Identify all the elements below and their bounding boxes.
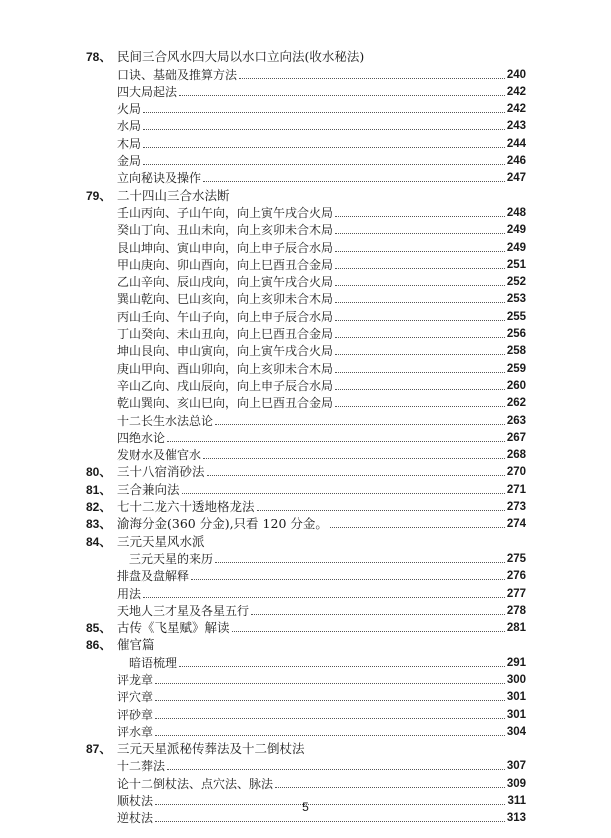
page-ref: 259 [506,362,526,375]
section-title: 渝海分金(360 分金),只看 120 分金。 [117,516,328,532]
toc-section [86,739,526,756]
entry-title: 四绝水论 [117,430,166,445]
section-number: 81、 [86,482,112,497]
dot-leader [335,406,505,407]
toc-entry [86,220,526,237]
toc-entry [86,652,526,669]
section-title: 三元天星派秘传葬法及十二倒杖法 [117,741,305,757]
dot-leader [232,631,505,632]
page-ref: 271 [506,483,526,496]
section-number: 78、 [86,50,112,65]
entry-title: 巽山乾向、巳山亥向，向上亥卯未合木局 [117,292,334,307]
entry-title: 火局 [117,102,142,117]
page-ref: 311 [507,795,526,808]
toc-entry [86,237,526,254]
page-ref: 277 [506,587,526,600]
dot-leader [215,562,505,563]
toc-entry [86,583,526,600]
toc-section [86,635,526,652]
toc-entry [86,704,526,721]
dot-leader [143,597,505,598]
toc-section [86,479,526,496]
dot-leader [239,78,505,79]
section-number: 82、 [86,500,112,515]
section-number: 83、 [86,517,112,532]
dot-leader [335,389,505,390]
section-number: 79、 [86,188,112,203]
toc-entry [86,82,526,99]
toc-entry [86,393,526,410]
entry-title: 立向秘诀及操作 [117,171,202,186]
dot-leader [143,112,505,113]
page-ref: 267 [506,431,526,444]
page-ref: 300 [506,673,526,686]
entry-title: 口诀、基础及推算方法 [117,67,238,82]
page-ref: 248 [506,206,526,219]
entry-title: 癸山丁向、丑山未向，向上亥卯未合木局 [117,223,334,238]
page-ref: 268 [506,449,526,462]
page-ref: 263 [506,414,526,427]
page-ref: 260 [506,379,526,392]
dot-leader [215,424,505,425]
entry-title: 四大局起法 [117,84,178,99]
toc-section [86,514,526,531]
dot-leader [335,320,505,321]
dot-leader [335,372,505,373]
dot-leader [335,302,505,303]
page-ref: 270 [506,466,526,479]
entry-title: 庚山甲向、酉山卯向，向上亥卯未合木局 [117,361,334,376]
entry-title: 辛山乙向、戌山辰向，向上申子辰合水局 [117,378,334,393]
dot-leader [207,475,505,476]
section-title: 三合兼向法 [117,481,180,497]
toc-entry [86,341,526,358]
dot-leader [275,787,505,788]
toc-entry [86,116,526,133]
entry-title: 十二葬法 [117,759,166,774]
section-title: 七十二龙六十透地格龙法 [117,499,255,515]
page-ref: 246 [506,155,526,168]
section-title: 催官篇 [117,637,155,653]
toc-section [86,185,526,202]
toc-entry [86,601,526,618]
dot-leader [155,683,505,684]
toc-entry [86,168,526,185]
dot-leader [335,251,505,252]
entry-title: 水局 [117,119,142,134]
toc-entry [86,756,526,773]
page-ref: 256 [506,328,526,341]
dot-leader [182,493,505,494]
page-ref: 313 [506,812,526,825]
entry-title: 排盘及盘解释 [117,569,190,584]
page-ref: 255 [506,310,526,323]
section-number: 87、 [86,742,112,757]
toc-entry [86,358,526,375]
toc-section [86,618,526,635]
toc-entry [86,324,526,341]
section-number: 86、 [86,638,112,653]
dot-leader [335,285,505,286]
dot-leader [155,700,505,701]
dot-leader [167,769,505,770]
entry-title: 论十二倒杖法、点穴法、脉法 [117,776,274,791]
toc-entry [86,255,526,272]
dot-leader [155,735,505,736]
page-ref: 242 [506,103,526,116]
entry-title: 评龙章 [117,672,154,687]
page-number: 5 [302,800,309,814]
page-ref: 262 [506,397,526,410]
page-ref: 273 [506,501,526,514]
toc-entry [86,722,526,739]
dot-leader [155,718,505,719]
page-ref: 281 [506,622,526,635]
entry-title: 金局 [117,154,142,169]
page-ref: 242 [506,85,526,98]
page-ref: 307 [506,760,526,773]
toc-section [86,531,526,548]
entry-title: 木局 [117,136,142,151]
dot-leader [251,614,505,615]
dot-leader [335,354,505,355]
entry-title: 艮山坤向、寅山申向，向上申子辰合水局 [117,240,334,255]
entry-title: 丙山壬向、午山子向，向上申子辰合水局 [117,309,334,324]
dot-leader [203,458,505,459]
dot-leader [335,233,505,234]
entry-title: 丁山癸向、未山丑向，向上巳酉丑合金局 [117,327,334,342]
section-title: 三元天星风水派 [117,533,205,549]
page-ref: 309 [506,777,526,790]
page-ref: 251 [506,258,526,271]
section-title: 二十四山三合水法断 [117,187,230,203]
toc-entry [86,410,526,427]
toc-entry [86,376,526,393]
dot-leader [203,181,505,182]
entry-title: 乙山辛向、辰山戌向，向上寅午戌合火局 [117,275,334,290]
dot-leader [155,821,505,822]
entry-title: 坤山艮向、申山寅向，向上寅午戌合火局 [117,344,334,359]
dot-leader [143,164,505,165]
page-ref: 278 [506,604,526,617]
toc-entry [86,445,526,462]
page-ref: 240 [506,68,526,81]
page-ref: 301 [506,708,526,721]
section-number: 84、 [86,534,112,549]
toc-entry [86,151,526,168]
page-ref: 252 [506,276,526,289]
toc-entry [86,306,526,323]
table-of-contents [86,47,526,825]
section-title: 古传《飞星赋》解读 [117,620,230,636]
dot-leader [191,579,505,580]
toc-section [86,462,526,479]
dot-leader [179,95,505,96]
toc-entry [86,272,526,289]
toc-entry [86,203,526,220]
toc-entry [86,99,526,116]
section-title: 民间三合风水四大局以水口立向法(收水秘法) [117,49,365,65]
entry-title: 发财水及催官水 [117,448,202,463]
dot-leader [335,216,505,217]
page-ref: 249 [506,241,526,254]
entry-title: 评穴章 [117,690,154,705]
entry-title: 壬山丙向、子山午向，向上寅午戌合火局 [117,205,334,220]
toc-entry [86,289,526,306]
section-title: 三十八宿消砂法 [117,464,205,480]
dot-leader [167,441,505,442]
page-ref: 291 [506,656,526,669]
page-ref: 243 [506,120,526,133]
page-ref: 301 [506,691,526,704]
page-ref: 247 [506,172,526,185]
toc-entry [86,687,526,704]
entry-title: 用法 [117,586,142,601]
page-ref: 274 [506,518,526,531]
dot-leader [335,268,505,269]
page-ref: 253 [506,293,526,306]
entry-title: 乾山巽向、亥山巳向，向上巳酉丑合金局 [117,396,334,411]
entry-title: 十二长生水法总论 [117,413,214,428]
dot-leader [179,666,505,667]
page-ref: 258 [506,345,526,358]
entry-title: 天地人三才星及各星五行 [117,603,250,618]
toc-entry [86,428,526,445]
toc-entry [86,549,526,566]
entry-title: 顺杖法 [117,794,154,809]
dot-leader [330,527,505,528]
page-ref: 244 [506,137,526,150]
toc-section [86,497,526,514]
toc-entry [86,670,526,687]
toc-entry [86,133,526,150]
entry-title: 逆杖法 [117,811,154,826]
section-number: 80、 [86,465,112,480]
dot-leader [257,510,505,511]
section-number: 85、 [86,621,112,636]
page-ref: 304 [506,725,526,738]
page-ref: 275 [506,552,526,565]
toc-entry [86,773,526,790]
toc-entry [86,566,526,583]
dot-leader [335,337,505,338]
entry-title: 评砂章 [117,707,154,722]
dot-leader [143,147,505,148]
page-ref: 276 [506,570,526,583]
page-ref: 249 [506,224,526,237]
toc-section [86,47,526,64]
toc-entry [86,64,526,81]
entry-title: 评水章 [117,724,154,739]
dot-leader [143,129,505,130]
entry-title: 暗语梳理 [129,655,178,670]
entry-title: 三元天星的来历 [129,551,214,566]
entry-title: 甲山庚向、卯山酉向，向上巳酉丑合金局 [117,257,334,272]
